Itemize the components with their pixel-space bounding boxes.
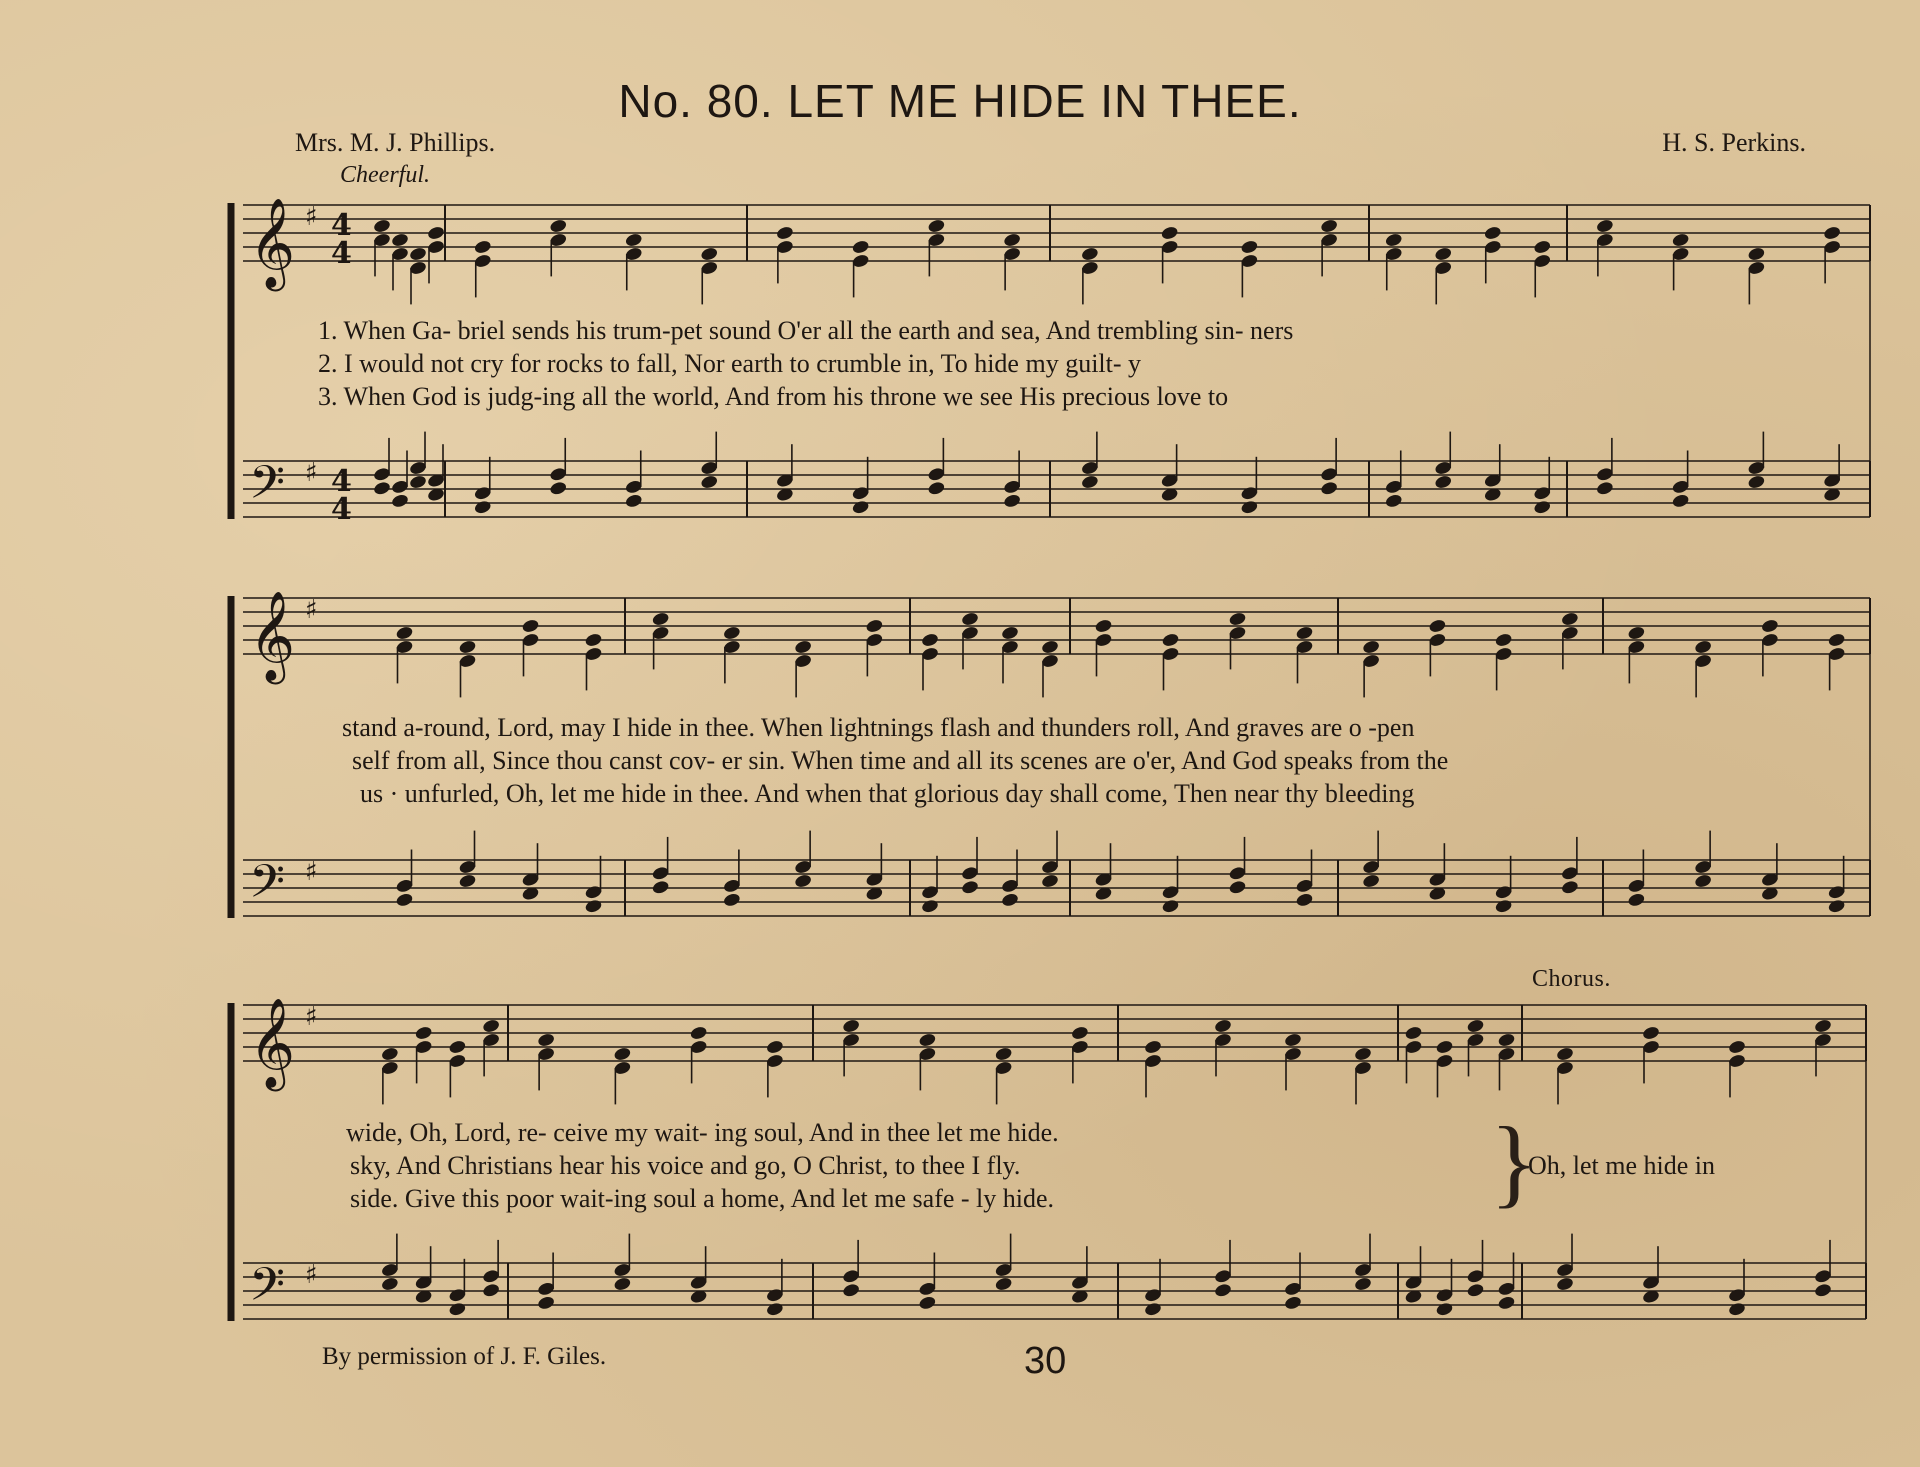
note-head — [722, 892, 741, 908]
note-head — [842, 1018, 861, 1034]
time-signature: 4 — [331, 236, 352, 271]
note-head — [700, 474, 719, 490]
note-head — [1144, 1039, 1163, 1055]
note-head — [1760, 618, 1779, 634]
note-head — [1354, 1046, 1373, 1062]
note-head — [391, 232, 410, 248]
note-head — [1556, 1276, 1575, 1292]
note-head — [1295, 625, 1314, 641]
note-head — [961, 611, 980, 627]
note-head — [584, 632, 603, 648]
note-head — [373, 218, 392, 234]
note-head — [927, 218, 946, 234]
hymn-title: No. 80. LET ME HIDE IN THEE. — [618, 75, 1302, 127]
time-signature: 4 — [331, 492, 352, 527]
bass-clef-icon: 𝄢 — [249, 1258, 286, 1323]
note-head — [380, 1276, 399, 1292]
author-credit: Mrs. M. J. Phillips. — [295, 128, 496, 157]
note-head — [624, 232, 643, 248]
lyric-line: 2. I would not cry for rocks to fall, Nor earth to crumble in, To hide my guilt- y — [318, 349, 1142, 378]
note-head — [1228, 611, 1247, 627]
note-head — [1240, 239, 1259, 255]
note-head — [1161, 898, 1180, 914]
note-head — [1080, 474, 1099, 490]
note-head — [1354, 1276, 1373, 1292]
sharp-icon: ♯ — [305, 1260, 318, 1290]
note-head — [1428, 618, 1447, 634]
note-head — [1497, 1295, 1516, 1311]
note-head — [409, 474, 428, 490]
note-head — [1094, 618, 1113, 634]
note-head — [1694, 873, 1713, 889]
lyric-line: 3. When God is judg-ing all the world, And from his throne we see His precious love to — [318, 382, 1229, 411]
note-head — [1627, 625, 1646, 641]
note-head — [765, 1301, 784, 1317]
note-head — [1161, 632, 1180, 648]
note-head — [373, 480, 392, 496]
note-head — [1404, 1025, 1423, 1041]
note-head — [961, 879, 980, 895]
note-head — [1160, 225, 1179, 241]
treble-clef-icon: 𝄞 — [249, 198, 296, 288]
sharp-icon: ♯ — [305, 595, 318, 625]
lyric-line: side. Give this poor wait-ing soul a home, And let me safe - ly hide. — [350, 1184, 1055, 1213]
note-head — [1747, 474, 1766, 490]
note-head — [473, 239, 492, 255]
note-head — [1671, 493, 1690, 509]
lyric-line: wide, Oh, Lord, re- ceive my wait- ing soul, And in thee let me hide. — [346, 1118, 1059, 1147]
note-head — [1642, 1025, 1661, 1041]
note-head — [851, 239, 870, 255]
note-head — [1362, 873, 1381, 889]
sharp-icon: ♯ — [305, 458, 318, 488]
note-head — [1595, 218, 1614, 234]
sharp-icon: ♯ — [305, 857, 318, 887]
note-head — [1435, 1301, 1454, 1317]
note-head — [1320, 218, 1339, 234]
note-head — [1627, 892, 1646, 908]
note-head — [1814, 1282, 1833, 1298]
note-head — [1694, 639, 1713, 655]
note-head — [994, 1046, 1013, 1062]
note-head — [458, 873, 477, 889]
bass-clef-icon: 𝄢 — [249, 855, 286, 920]
composer-credit: H. S. Perkins. — [1662, 128, 1806, 157]
tempo-marking: Cheerful. — [340, 162, 430, 188]
note-head — [473, 499, 492, 515]
note-head — [1214, 1282, 1233, 1298]
note-head — [409, 246, 428, 262]
note-head — [448, 1301, 467, 1317]
note-head — [584, 898, 603, 914]
note-head — [1041, 873, 1060, 889]
note-head — [865, 618, 884, 634]
lyric-line: 1. When Ga- briel sends his trum-pet sound O'er all the earth and sea, And trembling sin- ners — [318, 316, 1294, 345]
note-head — [1494, 632, 1513, 648]
note-head — [1466, 1282, 1485, 1298]
note-head — [1320, 480, 1339, 496]
note-head — [1041, 639, 1060, 655]
note-head — [918, 1295, 937, 1311]
bass-clef-icon: 𝄢 — [249, 456, 286, 521]
note-head — [1560, 879, 1579, 895]
note-head — [794, 873, 813, 889]
note-head — [613, 1046, 632, 1062]
note-head — [537, 1295, 556, 1311]
verse-brace: } — [1490, 1106, 1538, 1217]
note-head — [1240, 499, 1259, 515]
note-head — [851, 499, 870, 515]
note-head — [1728, 1301, 1747, 1317]
note-head — [1435, 1039, 1454, 1055]
note-head — [1827, 632, 1846, 648]
note-head — [1070, 1025, 1089, 1041]
permission-note: By permission of J. F. Giles. — [322, 1343, 607, 1370]
note-head — [395, 625, 414, 641]
note-head — [1494, 898, 1513, 914]
note-head — [651, 611, 670, 627]
lyric-line: self from all, Since thou canst cov- er sin. When time and all its scenes are o'er, And God speaks from the — [352, 746, 1449, 775]
note-head — [1003, 493, 1022, 509]
note-head — [921, 632, 940, 648]
note-head — [1533, 239, 1552, 255]
note-head — [521, 618, 540, 634]
note-head — [1747, 246, 1766, 262]
note-head — [1214, 1018, 1233, 1034]
lyric-line: stand a-round, Lord, may I hide in thee. When lightnings flash and thunders roll, And graves are o -pen — [342, 713, 1415, 742]
note-head — [1228, 879, 1247, 895]
note-head — [1560, 611, 1579, 627]
treble-clef-icon: 𝄞 — [249, 591, 296, 681]
note-head — [1295, 892, 1314, 908]
chorus-lyric: Oh, let me hide in — [1528, 1151, 1716, 1180]
note-head — [414, 1025, 433, 1041]
note-head — [921, 898, 940, 914]
note-head — [395, 892, 414, 908]
note-head — [549, 218, 568, 234]
note-head — [1533, 499, 1552, 515]
note-head — [775, 225, 794, 241]
note-head — [918, 1032, 937, 1048]
time-signature: 4 — [331, 464, 352, 499]
note-head — [1466, 1018, 1485, 1034]
note-head — [1284, 1295, 1303, 1311]
note-head — [1556, 1046, 1575, 1062]
note-head — [1728, 1039, 1747, 1055]
note-head — [537, 1032, 556, 1048]
note-head — [1827, 898, 1846, 914]
note-head — [842, 1282, 861, 1298]
note-head — [391, 493, 410, 509]
note-head — [1814, 1018, 1833, 1034]
lyric-line: sky, And Christians hear his voice and go, O Christ, to thee I fly. — [350, 1151, 1021, 1180]
page-number: 30 — [1024, 1340, 1067, 1382]
note-head — [624, 493, 643, 509]
sharp-icon: ♯ — [305, 202, 318, 232]
note-head — [482, 1018, 501, 1034]
note-head — [1080, 246, 1099, 262]
note-head — [380, 1046, 399, 1062]
chorus-label: Chorus. — [1532, 966, 1611, 992]
note-head — [1384, 232, 1403, 248]
time-signature: 4 — [331, 208, 352, 243]
note-head — [448, 1039, 467, 1055]
note-head — [794, 639, 813, 655]
note-head — [427, 225, 446, 241]
sharp-icon: ♯ — [305, 1002, 318, 1032]
note-head — [1434, 246, 1453, 262]
note-head — [1384, 493, 1403, 509]
note-head — [482, 1282, 501, 1298]
note-head — [1671, 232, 1690, 248]
note-head — [1434, 474, 1453, 490]
note-head — [722, 625, 741, 641]
note-head — [613, 1276, 632, 1292]
note-head — [994, 1276, 1013, 1292]
note-head — [1362, 639, 1381, 655]
note-head — [1144, 1301, 1163, 1317]
note-head — [1497, 1032, 1516, 1048]
note-head — [1284, 1032, 1303, 1048]
treble-clef-icon: 𝄞 — [249, 998, 296, 1088]
note-head — [689, 1025, 708, 1041]
note-head — [927, 480, 946, 496]
note-head — [1483, 225, 1502, 241]
note-head — [458, 639, 477, 655]
note-head — [700, 246, 719, 262]
note-head — [765, 1039, 784, 1055]
note-head — [1003, 232, 1022, 248]
note-head — [1595, 480, 1614, 496]
note-head — [1001, 625, 1020, 641]
lyric-line: us · unfurled, Oh, let me hide in thee. And when that glorious day shall come, Then near thy bleeding — [360, 779, 1415, 808]
note-head — [651, 879, 670, 895]
note-head — [549, 480, 568, 496]
note-head — [1823, 225, 1842, 241]
note-head — [1001, 892, 1020, 908]
